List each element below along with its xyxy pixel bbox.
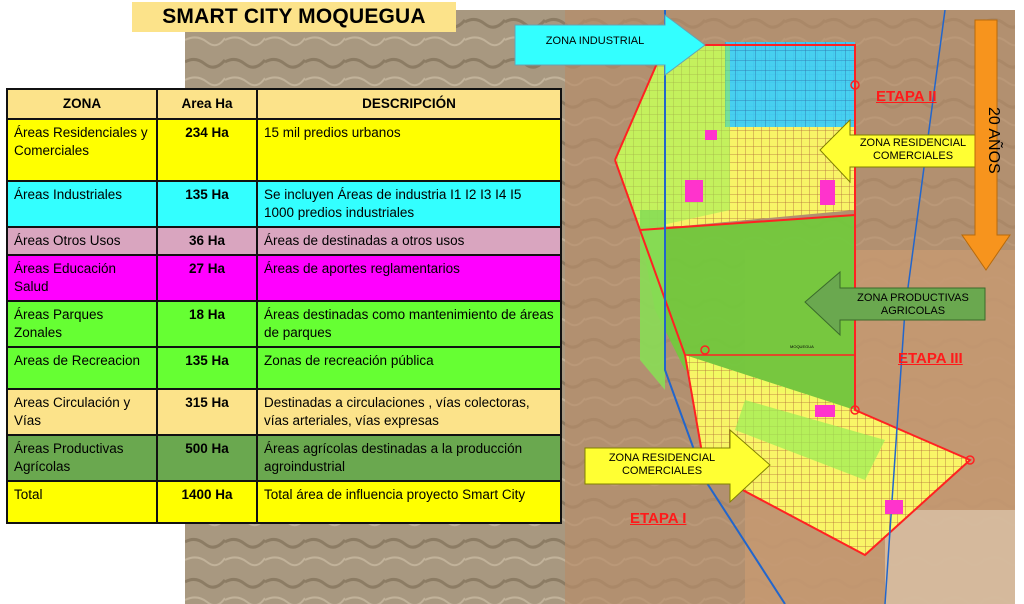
map-place-label: MOQUEGUA [790,344,814,349]
cell-area: 135 Ha [157,181,257,227]
cell-zona: Áreas Productivas Agrícolas [7,435,157,481]
cell-zona: Áreas Educación Salud [7,255,157,301]
cell-area: 135 Ha [157,347,257,389]
table-row [7,119,561,181]
cell-descripcion: Áreas destinadas como mantenimiento de áreas de parques [257,301,561,347]
table-row [7,227,561,255]
cell-descripcion: Total área de influencia proyecto Smart City [257,481,561,523]
label-zona-residencial-upper: ZONA RESIDENCIAL COMERCIALES [859,137,967,162]
cell-area: 36 Ha [157,227,257,255]
table-row [7,481,561,523]
table-row [7,181,561,227]
zones-table [6,88,562,524]
label-zona-residencial-lower: ZONA RESIDENCIAL COMERCIALES [608,452,716,477]
table-row [7,389,561,435]
cell-zona: Total [7,481,157,523]
label-zona-industrial: ZONA INDUSTRIAL [545,35,645,47]
label-zona-productivas: ZONA PRODUCTIVAS AGRICOLAS [857,292,969,317]
table-row [7,301,561,347]
cell-descripcion: Áreas de aportes reglamentarios [257,255,561,301]
label-etapa-2: ETAPA II [876,88,937,105]
cell-descripcion: Áreas de destinadas a otros usos [257,227,561,255]
cell-zona: Areas de Recreacion [7,347,157,389]
header-descripcion: DESCRIPCIÓN [257,89,561,119]
cell-area: 1400 Ha [157,481,257,523]
table-row [7,255,561,301]
table-row [7,347,561,389]
header-area: Area Ha [157,89,257,119]
cell-area: 234 Ha [157,119,257,181]
cell-descripcion: Destinadas a circulaciones , vías colectoras, vías arteriales, vías expresas [257,389,561,435]
cell-zona: Areas Circulación y Vías [7,389,157,435]
cell-descripcion: 15 mil predios urbanos [257,119,561,181]
label-20-years: 20 AÑOS [985,106,1002,174]
page-title: SMART CITY MOQUEGUA [132,2,456,32]
cell-area: 500 Ha [157,435,257,481]
cell-area: 315 Ha [157,389,257,435]
table-header-row [7,89,561,119]
cell-zona: Áreas Industriales [7,181,157,227]
table-row [7,435,561,481]
cell-area: 18 Ha [157,301,257,347]
cell-zona: Áreas Residenciales y Comerciales [7,119,157,181]
cell-zona: Áreas Parques Zonales [7,301,157,347]
cell-descripcion: Zonas de recreación pública [257,347,561,389]
header-zona: ZONA [7,89,157,119]
cell-zona: Áreas Otros Usos [7,227,157,255]
cell-descripcion: Áreas agrícolas destinadas a la producción agroindustrial [257,435,561,481]
cell-area: 27 Ha [157,255,257,301]
cell-descripcion: Se incluyen Áreas de industria I1 I2 I3 I4 I5 1000 predios industriales [257,181,561,227]
label-etapa-1: ETAPA I [630,510,687,527]
label-etapa-3: ETAPA III [898,350,963,367]
